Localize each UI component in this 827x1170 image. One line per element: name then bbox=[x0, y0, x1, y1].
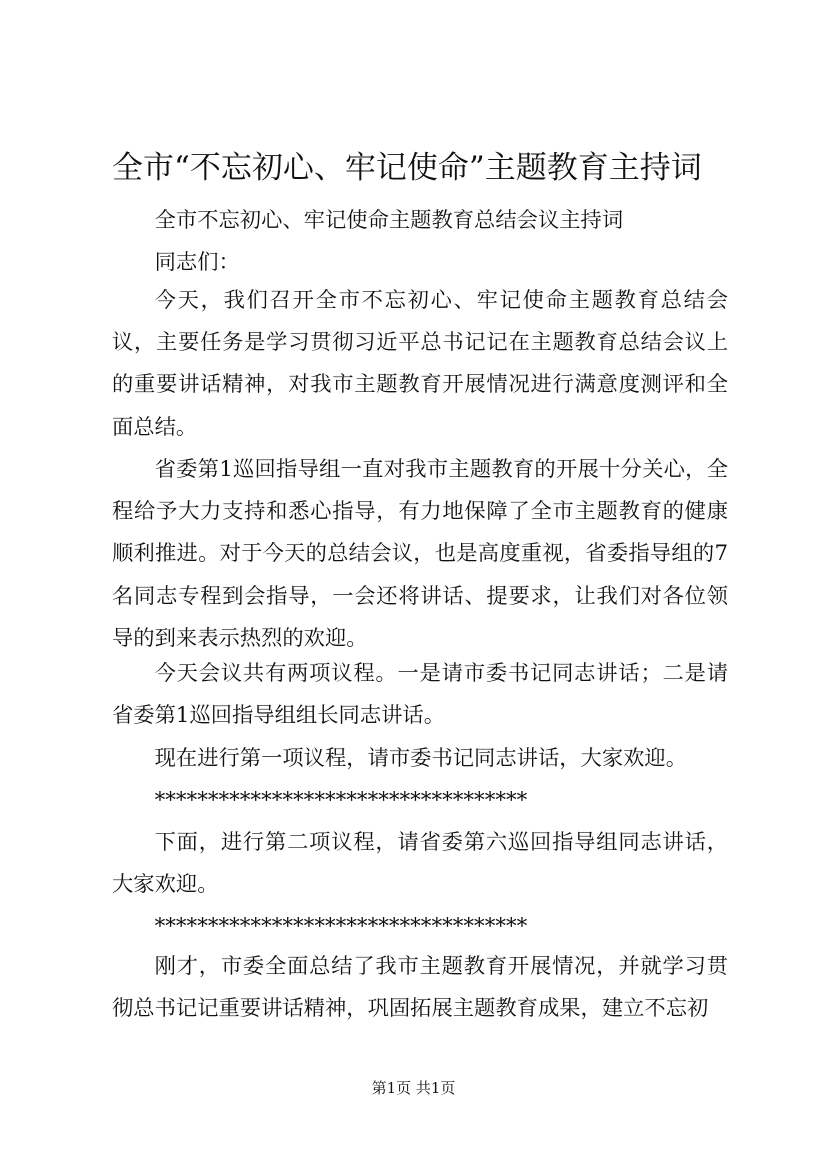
subtitle-paragraph: 全市不忘初心、牢记使命主题教育总结会议主持词 bbox=[154, 208, 624, 233]
body-paragraph-3: 今天会议共有两项议程。一是请市委书记同志讲话；二是请省委第1巡回指导组组长同志讲话。 bbox=[112, 661, 728, 729]
body-paragraph-1: 今天，我们召开全市不忘初心、牢记使命主题教育总结会议，主要任务是学习贯彻习近平总书记记在主题教育总结会议上的重要讲话精神，对我市主题教育开展情况进行满意度测评和全面总结。 bbox=[112, 288, 728, 440]
separator-line-1: *********************************** bbox=[154, 788, 528, 813]
body-paragraph-4: 现在进行第一项议程，请市委书记同志讲话，大家欢迎。 bbox=[154, 746, 688, 771]
separator-line-2: *********************************** bbox=[154, 914, 528, 939]
document-title: 全市“不忘初心、牢记使命”主题教育主持词 bbox=[112, 150, 702, 186]
body-paragraph-6: 刚才，市委全面总结了我市主题教育开展情况，并就学习贯彻总书记记重要讲话精神，巩固拓展主题教育成果，建立不忘初 bbox=[112, 954, 728, 1022]
page-footer: 第1页 共1页 bbox=[371, 1079, 456, 1097]
greeting-paragraph: 同志们： bbox=[154, 250, 240, 275]
body-paragraph-5: 下面，进行第二项议程，请省委第六巡回指导组同志讲话，大家欢迎。 bbox=[112, 830, 728, 898]
body-paragraph-2: 省委第1巡回指导组一直对我市主题教育的开展十分关心，全程给予大力支持和悉心指导，有力地保障了全市主题教育的健康顺利推进。对于今天的总结会议，也是高度重视，省委指导组的7名同志专程到会指导，一会还将讲话、提要求，让我们对各位领导的到来表示热烈的欢迎。 bbox=[112, 457, 728, 651]
